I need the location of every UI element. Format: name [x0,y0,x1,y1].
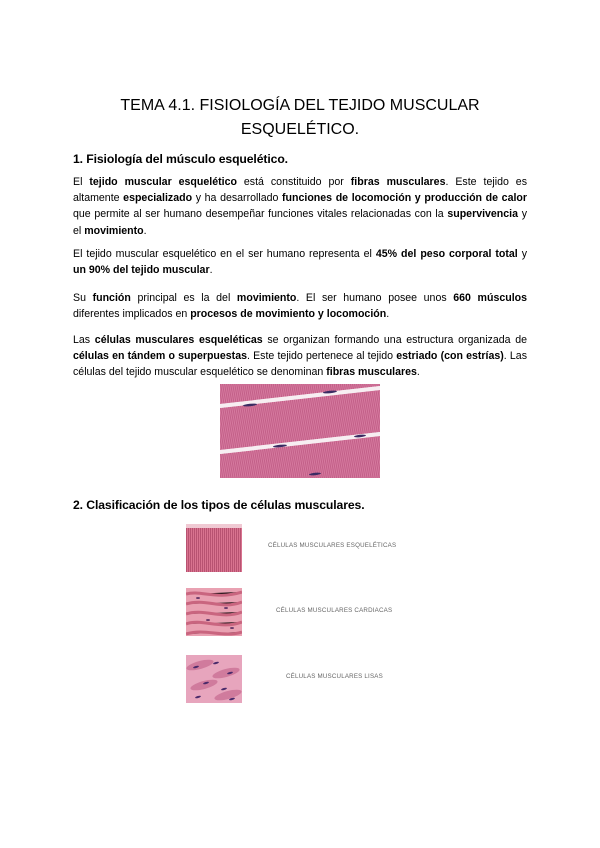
p2-run-3: un 90% del tejido muscular [73,264,210,277]
p2-run-1: 45% del peso corporal total [375,248,518,260]
p4-run-0: Las [73,334,95,346]
p2-run-4: . [209,264,213,277]
skeletal-muscle-micrograph [220,384,380,478]
p3-run-0: Su [73,292,93,304]
p2-run-0: El tejido muscular esquelético en el ser humano representa el [73,248,376,260]
p3-run-2: principal es la del [130,292,237,304]
paragraph-4 [73,332,527,381]
p3-run-8: . [386,308,390,321]
cardiac-cells-thumbnail [186,588,242,636]
p1-run-6: y ha desarrollado [192,192,283,205]
p4-run-2: se organizan formando una estructura organizada de [262,334,528,346]
p1-run-7: funciones de locomoción y producción de calor [282,192,527,205]
p1-run-1: tejido muscular esquelético [89,176,237,188]
p1-run-8: que permite al ser humano desempeñar funciones vitales relacionadas con la [73,208,448,221]
paragraph-1 [73,174,527,239]
title-line-2: ESQUELÉTICO. [240,121,360,138]
p1-run-12: . [143,224,147,237]
p3-run-7: procesos de movimiento y locomoción [190,308,387,321]
p1-run-2: está constituido por [236,176,351,188]
skeletal-cells-thumbnail [186,524,242,572]
page-title [90,94,510,142]
title-line-1: TEMA 4.1. FISIOLOGÍA DEL TEJIDO MUSCULAR [120,97,480,114]
p3-run-1: función [92,292,131,304]
section-1-heading: 1. Fisiología del músculo esquelético. [73,152,288,166]
label-cardiac-cells: CÉLULAS MUSCULARES CARDIACAS [276,607,393,614]
paragraph-3 [73,290,527,322]
label-smooth-cells: CÉLULAS MUSCULARES LISAS [286,673,383,680]
p1-run-5: especializado [123,192,193,205]
p4-run-1: células musculares esqueléticas [94,334,263,346]
p3-run-4: . El ser humano posee unos [296,292,454,304]
p3-run-3: movimiento [236,292,297,304]
label-skeletal-cells: CÉLULAS MUSCULARES ESQUELÉTICAS [268,542,397,549]
p3-run-6: diferentes implicados en [73,308,191,321]
smooth-cells-thumbnail [186,655,242,703]
p3-run-5: 660 músculos [453,292,528,304]
section-2-heading: 2. Clasificación de los tipos de células musculares. [73,498,365,512]
p1-run-10: y el [73,208,527,237]
p2-run-2: y [517,248,527,260]
paragraph-2 [73,246,527,278]
p1-run-11: movimiento [84,224,144,237]
p1-run-9: supervivencia [447,208,519,221]
p4-run-7: fibras musculares [326,366,417,379]
p1-run-4: . Este tejido es altamente [73,176,527,205]
p1-run-0: El [73,176,90,188]
p4-run-8: . [416,366,420,379]
p4-run-3: células en tándem o superpuestas [73,350,247,363]
p4-run-6: . Las células del tejido muscular esquelético se denominan [73,350,527,379]
p4-run-5: estriado (con estrías) [396,350,504,363]
p1-run-3: fibras musculares [350,176,446,188]
p4-run-4: . Este tejido pertenece al tejido [247,350,397,363]
